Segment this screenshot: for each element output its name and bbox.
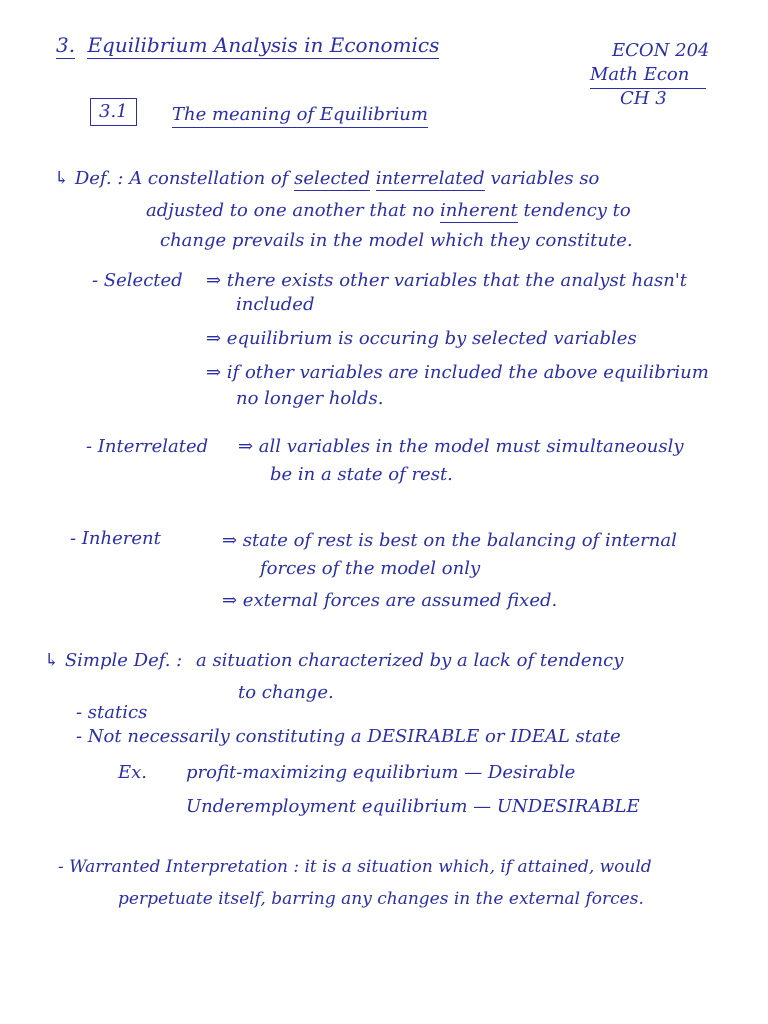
- example-label: Ex.: [118, 762, 148, 783]
- simple-def-label: Simple Def. :: [64, 650, 183, 671]
- interrelated-point-1: ⇒ all variables in the model must simultaneously: [238, 436, 684, 457]
- definition-text: variables so: [490, 168, 600, 189]
- course-name: Math Econ: [590, 64, 690, 85]
- definition-label: Def. :: [74, 168, 124, 189]
- course-chapter: CH 3: [620, 88, 667, 109]
- selected-point-1-cont: included: [236, 294, 315, 315]
- term-inherent: inherent: [440, 200, 518, 221]
- section-title: The meaning of Equilibrium: [172, 104, 428, 128]
- definition-line-2: [146, 200, 631, 222]
- section-number-box: [90, 98, 137, 126]
- warranted-line-2: perpetuate itself, barring any changes in the external forces.: [118, 889, 644, 909]
- inherent-point-2: ⇒ external forces are assumed fixed.: [222, 590, 558, 611]
- interrelated-label: - Interrelated: [86, 436, 209, 457]
- simple-def-line-2: to change.: [238, 682, 334, 703]
- example-2: Underemployment equilibrium — UNDESIRABLE: [186, 796, 640, 817]
- arrow-bullet-icon: ↳: [54, 168, 70, 189]
- section-number: 3.1: [99, 101, 128, 122]
- inherent-point-1: ⇒ state of rest is best on the balancing of internal: [222, 530, 677, 551]
- inherent-label: - Inherent: [70, 528, 161, 549]
- definition-line-1: [54, 168, 599, 190]
- inherent-point-1-cont: forces of the model only: [260, 558, 481, 579]
- simple-def-text: a situation characterized by a lack of tendency: [195, 650, 624, 671]
- not-desirable-item: - Not necessarily constituting a DESIRABLE or IDEAL state: [76, 726, 621, 747]
- selected-point-3: ⇒ if other variables are included the above equilibrium: [206, 362, 709, 383]
- warranted-line-1: - Warranted Interpretation : it is a situation which, if attained, would: [58, 857, 652, 877]
- chapter-heading: [56, 34, 439, 56]
- interrelated-point-1-cont: be in a state of rest.: [270, 464, 453, 485]
- selected-point-2: ⇒ equilibrium is occuring by selected variables: [206, 328, 637, 349]
- chapter-title: Equilibrium Analysis in Economics: [87, 33, 440, 57]
- arrow-bullet-icon: ↳: [44, 650, 60, 671]
- course-code: ECON 204: [612, 40, 710, 61]
- example-1: profit-maximizing equilibrium — Desirable: [186, 762, 576, 783]
- definition-text: adjusted to one another that no: [146, 200, 435, 221]
- statics-item: - statics: [76, 702, 148, 723]
- selected-point-1: ⇒ there exists other variables that the analyst hasn't: [206, 270, 687, 291]
- definition-line-3: change prevails in the model which they constitute.: [160, 230, 633, 251]
- selected-label: - Selected: [92, 270, 183, 291]
- term-selected: selected: [294, 168, 370, 189]
- selected-point-3-cont: no longer holds.: [236, 388, 384, 409]
- term-interrelated: interrelated: [375, 168, 485, 189]
- simple-def-line-1: [44, 650, 623, 672]
- chapter-number: 3.: [56, 33, 76, 57]
- definition-text: A constellation of: [129, 168, 289, 189]
- definition-text: tendency to: [523, 200, 631, 221]
